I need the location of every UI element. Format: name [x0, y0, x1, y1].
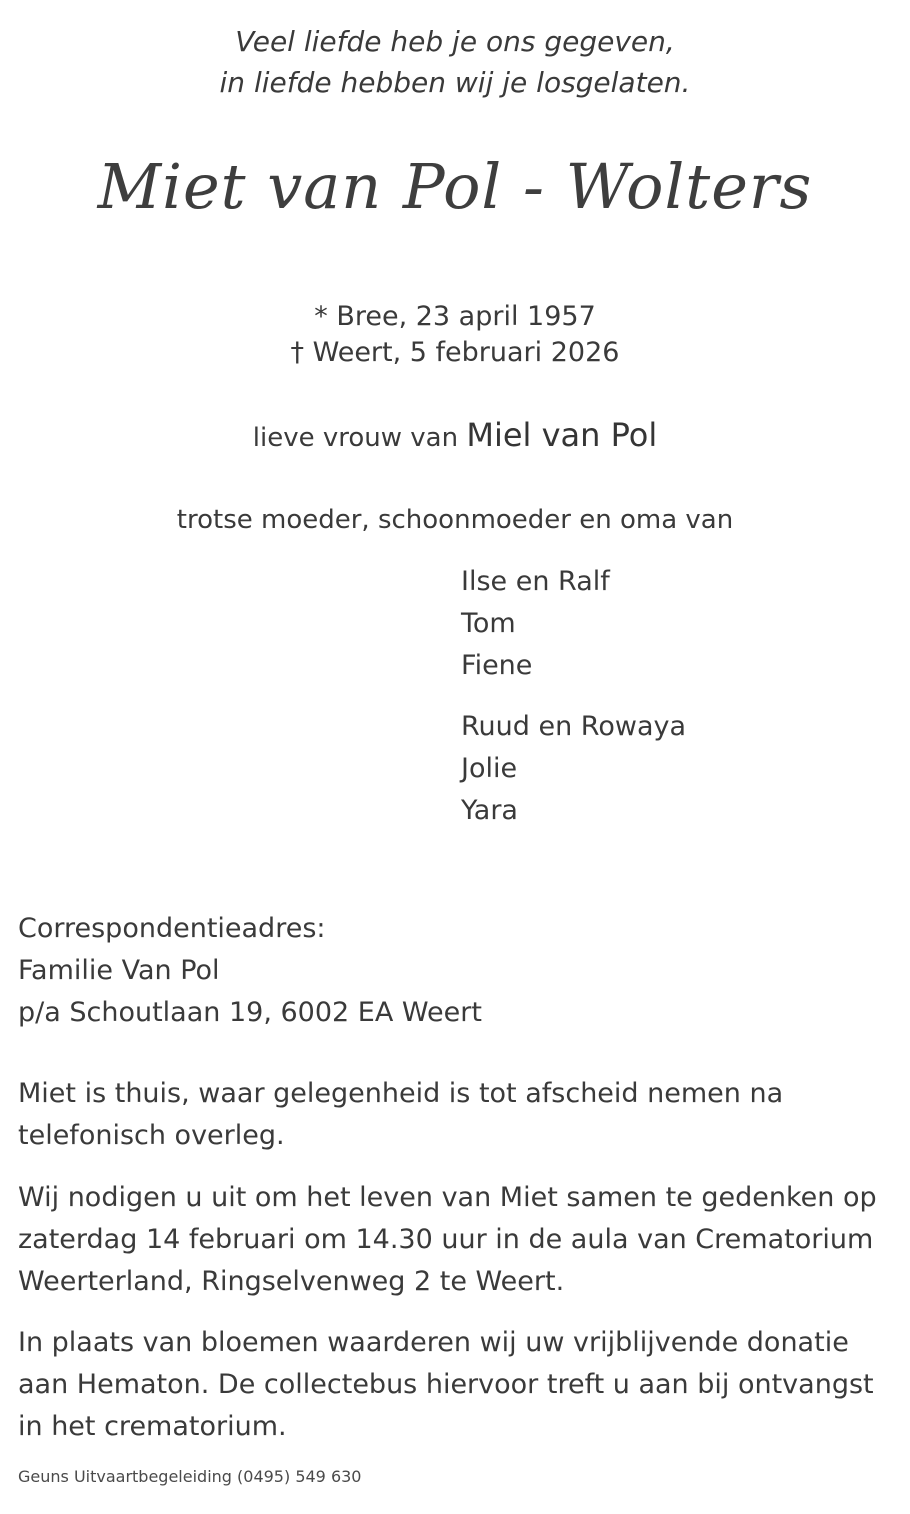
- life-dates: [0, 299, 910, 371]
- family-member: Ilse en Ralf: [461, 566, 610, 597]
- motto: [0, 21, 910, 103]
- paragraph-line: in het crematorium.: [18, 1411, 287, 1442]
- family-member: Fiene: [461, 650, 533, 681]
- paragraph-line: zaterdag 14 februari om 14.30 uur in de aula van Crematorium: [18, 1224, 874, 1255]
- paragraph-line: Miet is thuis, waar gelegenheid is tot afscheid nemen na: [18, 1078, 784, 1109]
- correspondence-name: Familie Van Pol: [18, 955, 220, 986]
- family-member: Ruud en Rowaya: [461, 711, 687, 742]
- death-line: † Weert, 5 februari 2026: [290, 337, 620, 368]
- paragraph-line: Wij nodigen u uit om het leven van Miet samen te gedenken op: [18, 1182, 877, 1213]
- paragraph-donation: [18, 1322, 898, 1448]
- family-group-2: [461, 706, 686, 832]
- family-member: Jolie: [461, 753, 518, 784]
- funeral-director-footer: Geuns Uitvaartbegeleiding (0495) 549 630: [18, 1467, 362, 1486]
- motto-line-2: in liefde hebben wij je losgelaten.: [219, 66, 691, 99]
- correspondence-street: p/a Schoutlaan 19, 6002 EA Weert: [18, 997, 482, 1028]
- paragraph-line: In plaats van bloemen waarderen wij uw vrijblijvende donatie: [18, 1327, 849, 1358]
- family-member: Tom: [461, 608, 516, 639]
- paragraph-line: Weerterland, Ringselvenweg 2 te Weert.: [18, 1266, 565, 1297]
- correspondence-label: Correspondentieadres:: [18, 913, 326, 944]
- paragraph-line: telefonisch overleg.: [18, 1120, 285, 1151]
- correspondence-address: [18, 908, 898, 1034]
- deceased-name: Miet van Pol - Wolters: [97, 150, 813, 223]
- motto-line-1: Veel liefde heb je ons gegeven,: [235, 25, 675, 58]
- spouse-name: Miel van Pol: [466, 416, 658, 454]
- family-member: Yara: [461, 795, 518, 826]
- paragraph-visitation: [18, 1073, 898, 1157]
- spouse-prefix: lieve vrouw van: [252, 423, 459, 453]
- family-group-1: [461, 561, 610, 687]
- paragraph-ceremony: [18, 1177, 898, 1303]
- spouse-line: [0, 415, 910, 458]
- paragraph-line: aan Hematon. De collectebus hiervoor treft u aan bij ontvangst: [18, 1369, 874, 1400]
- family-intro: trotse moeder, schoonmoeder en oma van: [176, 505, 734, 535]
- birth-line: * Bree, 23 april 1957: [314, 301, 596, 332]
